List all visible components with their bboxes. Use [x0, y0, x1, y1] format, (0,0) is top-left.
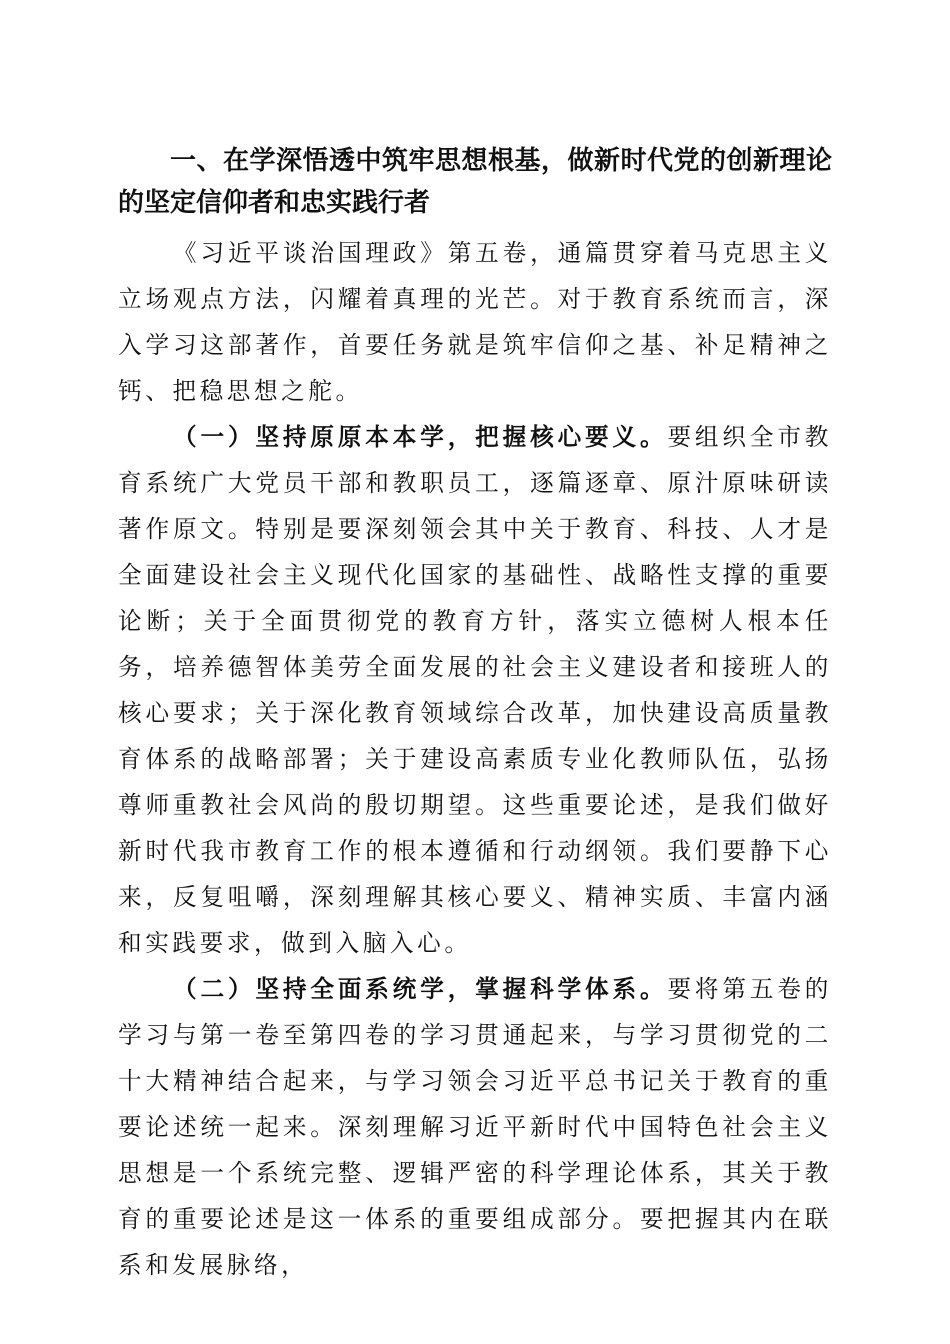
paragraph-subsection-2	[118, 966, 832, 1288]
paragraph-intro	[118, 230, 832, 414]
subsection-lead: （二）坚持全面系统学，掌握科学体系。	[173, 975, 668, 1003]
paragraph-text: 《习近平谈治国理政》第五卷，通篇贯穿着马克思主义立场观点方法，闪耀着真理的光芒。对于教育系统而言，深入学习这部著作，首要任务就是筑牢信仰之基、补足精神之钙、把稳思想之舵。	[118, 239, 832, 405]
document-page	[118, 140, 832, 1288]
paragraph-subsection-1	[118, 414, 832, 966]
subsection-lead: （一）坚持原原本本学，把握核心要义。	[173, 423, 668, 451]
paragraph-text: 要将第五卷的学习与第一卷至第四卷的学习贯通起来，与学习贯彻党的二十大精神结合起来，与学习领会习近平总书记关于教育的重要论述统一起来。深刻理解习近平新时代中国特色社会主义思想是一个系统完整、逻辑严密的科学理论体系，其关于教育的重要论述是这一体系的重要组成部分。要把握其内在联系和发展脉络，	[118, 975, 832, 1279]
section-heading: 一、在学深悟透中筑牢思想根基，做新时代党的创新理论的坚定信仰者和忠实践行者	[118, 146, 832, 218]
paragraph-text: 要组织全市教育系统广大党员干部和教职员工，逐篇逐章、原汁原味研读著作原文。特别是要深刻领会其中关于教育、科技、人才是全面建设社会主义现代化国家的基础性、战略性支撑的重要论断；关于全面贯彻党的教育方针，落实立德树人根本任务，培养德智体美劳全面发展的社会主义建设者和接班人的核心要求；关于深化教育领域综合改革，加快建设高质量教育体系的战略部署；关于建设高素质专业化教师队伍，弘扬尊师重教社会风尚的殷切期望。这些重要论述，是我们做好新时代我市教育工作的根本遵循和行动纲领。我们要静下心来，反复咀嚼，深刻理解其核心要义、精神实质、丰富内涵和实践要求，做到入脑入心。	[118, 423, 832, 957]
